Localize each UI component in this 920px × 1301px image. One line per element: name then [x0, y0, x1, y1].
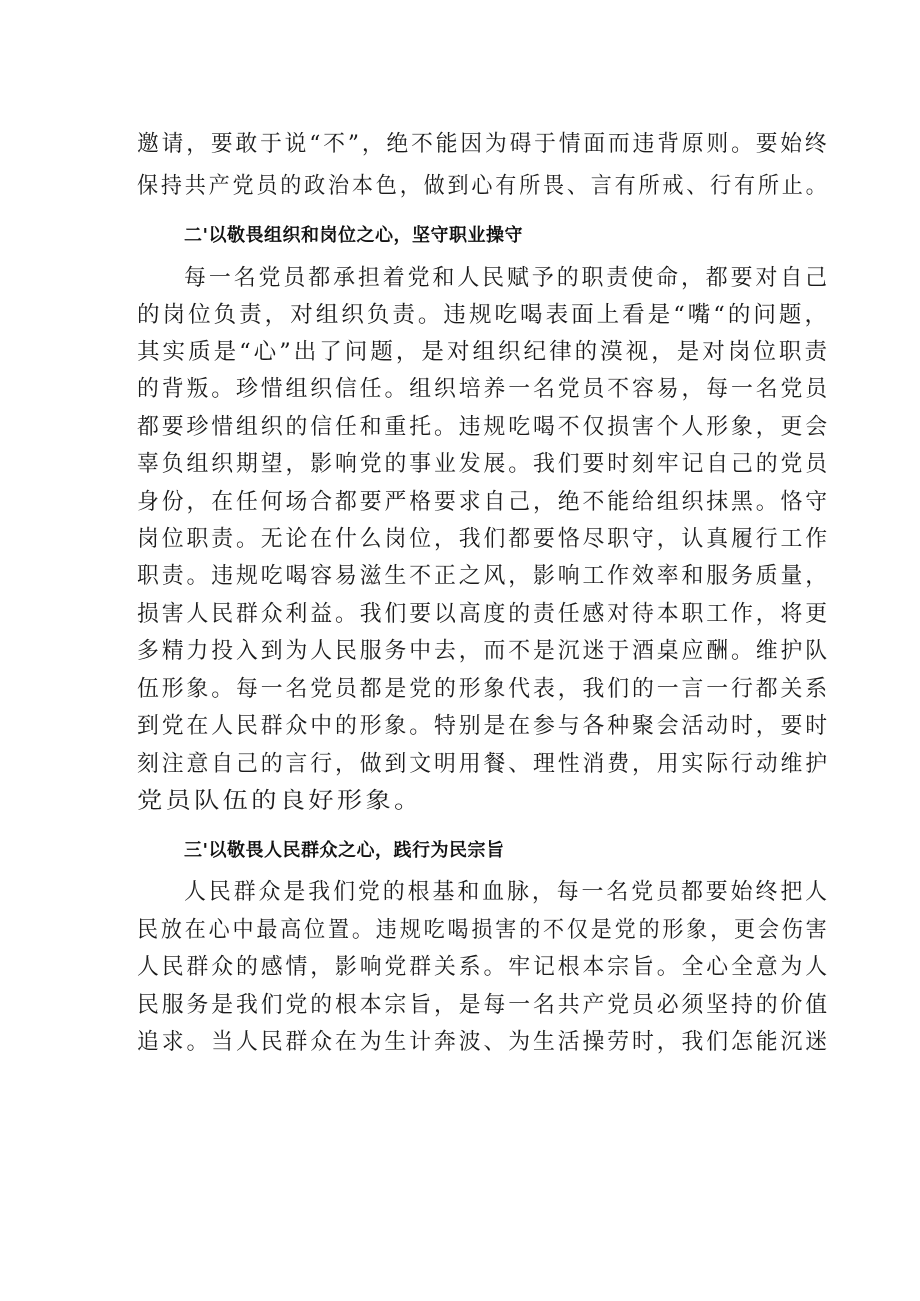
section-2-line-9: 职责。违规吃喝容易滋生不正之风，影响工作效率和服务质量， — [137, 563, 831, 589]
section-2-line-1: 每一名党员都承担着党和人民赋予的职责使命，都要对自己 — [184, 265, 831, 291]
section-2-line-3: 其实质是“心”出了问题，是对组织纪律的漠视，是对岗位职责 — [137, 339, 830, 365]
section-2-line-15: 党员队伍的良好形象。 — [137, 788, 423, 814]
intro-line-1: 邀请，要敢于说“不”，绝不能因为碍于情面而违背原则。要始终 — [137, 131, 830, 157]
section-3-line-1: 人民群众是我们党的根基和血脉，每一名党员都要始终把人 — [184, 879, 831, 905]
intro-line-2: 保持共产党员的政治本色，做到心有所畏、言有所戒、行有所止。 — [137, 173, 830, 199]
section-2-line-11: 多精力投入到为人民服务中去，而不是沉迷于酒桌应酬。维护队 — [137, 638, 831, 664]
section-3-line-3: 人民群众的感情，影响党群关系。牢记根本宗旨。全心全意为人 — [137, 954, 831, 980]
section-3-line-4: 民服务是我们党的根本宗旨，是每一名共产党员必须坚持的价值 — [137, 992, 831, 1018]
section-2-line-7: 身份，在任何场合都要严格要求自己，绝不能给组织抹黑。恪守 — [137, 489, 831, 515]
section-3-heading: 三'以敬畏人民群众之心，践行为民宗旨 — [184, 840, 505, 861]
section-2-line-12: 伍形象。每一名党员都是党的形象代表，我们的一言一行都关系 — [137, 676, 831, 702]
section-2-line-13: 到党在人民群众中的形象。特别是在参与各种聚会活动时，要时 — [137, 713, 831, 739]
section-2-line-2: 的岗位负责，对组织负责。违规吃喝表面上看是“嘴“的问题， — [137, 302, 830, 328]
section-2-line-5: 都要珍惜组织的信任和重托。违规吃喝不仅损害个人形象，更会 — [137, 414, 831, 440]
section-2-line-10: 损害人民群众利益。我们要以高度的责任感对待本职工作，将更 — [137, 601, 831, 627]
section-3-line-2: 民放在心中最高位置。违规吃喝损害的不仅是党的形象，更会伤害 — [137, 917, 830, 943]
section-2-line-8: 岗位职责。无论在什么岗位，我们都要恪尽职守，认真履行工作 — [137, 526, 831, 552]
section-2-heading: 二'以敬畏组织和岗位之心，坚守职业操守 — [184, 225, 524, 246]
section-2-line-6: 辜负组织期望，影响党的事业发展。我们要时刻牢记自己的党员 — [137, 451, 831, 477]
section-2-line-4: 的背叛。珍惜组织信任。组织培养一名党员不容易，每一名党员 — [137, 376, 831, 402]
section-3-line-5: 追求。当人民群众在为生计奔波、为生活操劳时，我们怎能沉迷 — [137, 1029, 831, 1055]
section-2-line-14: 刻注意自己的言行，做到文明用餐、理性消费，用实际行动维护 — [137, 751, 831, 777]
